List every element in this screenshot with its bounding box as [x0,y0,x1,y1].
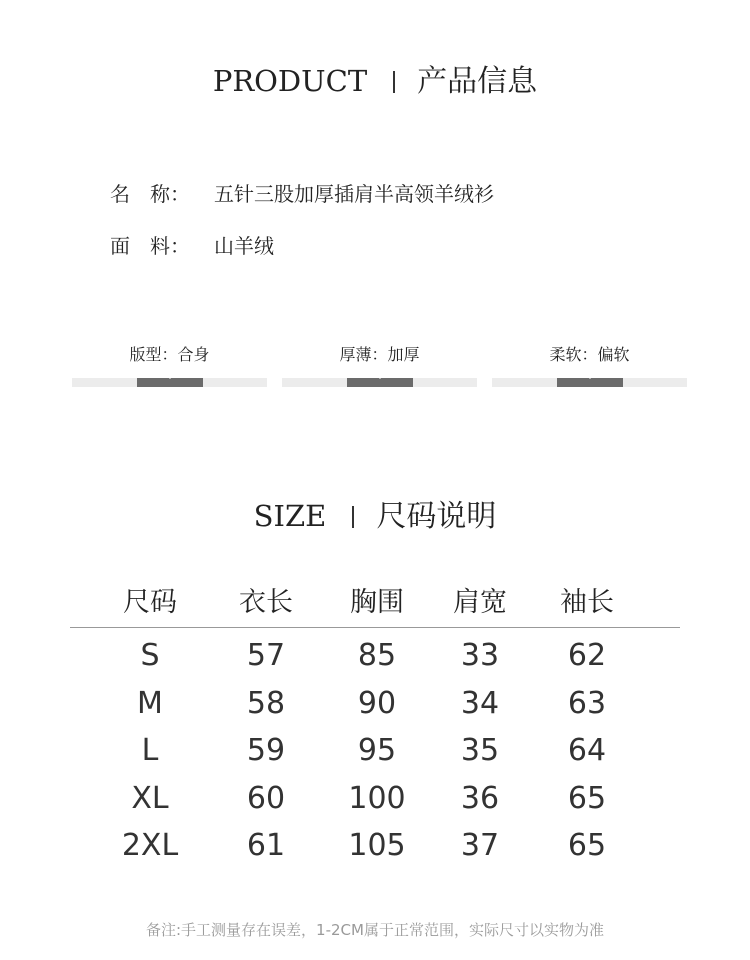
product-heading-en: PRODUCT [212,64,368,98]
meter-fit [72,340,267,390]
table-cell: 59 [246,733,286,768]
table-cell: 33 [460,638,500,673]
info-label: 面 料： [110,234,190,258]
meter-fill [137,378,203,387]
meter-label: 柔软：偏软 [549,345,630,364]
table-cell: 34 [460,686,500,721]
table-cell: 64 [567,733,607,768]
table-cell: 37 [460,828,500,863]
size-heading-cn: 尺码说明 [376,499,497,534]
meter-notch [585,374,595,379]
heading-divider-bar [352,506,354,528]
meter-label: 版型：合身 [129,345,210,364]
meter-fill [347,378,413,387]
info-row-name [110,178,494,207]
meter-track [492,378,687,387]
table-cell: M [137,686,163,721]
meter-track [72,378,267,387]
table-cell: L [141,733,159,768]
table-cell: 60 [246,781,286,816]
table-cell: 62 [567,638,607,673]
meter-notch [375,374,385,379]
table-cell: 105 [348,828,406,863]
table-cell: 35 [460,733,500,768]
table-cell: 100 [348,781,406,816]
info-row-fabric [110,230,274,259]
info-value: 山羊绒 [214,234,274,258]
table-cell: 57 [246,638,286,673]
table-cell: 58 [246,686,286,721]
table-header-cell: 胸围 [350,587,404,618]
info-value: 五针三股加厚插肩半高领羊绒衫 [214,182,494,206]
table-cell: 85 [357,638,397,673]
meter-softness [492,340,687,390]
table-header-cell: 肩宽 [453,587,507,618]
heading-divider-bar [393,71,395,93]
table-cell: XL [131,781,169,816]
measurement-note: 备注:手工测量存在误差，1-2CM属于正常范围，实际尺寸以实物为准 [146,921,604,939]
product-heading [0,56,750,100]
meter-track [282,378,477,387]
table-cell: 65 [567,828,607,863]
meter-thickness [282,340,477,390]
table-header-cell: 尺码 [123,587,177,618]
table-cell: 90 [357,686,397,721]
product-heading-cn: 产品信息 [417,64,538,99]
table-header-cell: 袖长 [560,587,614,618]
meter-fill [557,378,623,387]
table-cell: 65 [567,781,607,816]
table-header-divider [70,627,680,628]
size-heading [0,491,750,535]
table-cell: 36 [460,781,500,816]
table-cell: S [140,638,160,673]
meter-label: 厚薄：加厚 [339,345,420,364]
table-cell: 61 [246,828,286,863]
size-heading-en: SIZE [253,499,327,533]
table-cell: 63 [567,686,607,721]
table-cell: 2XL [121,828,179,863]
meter-notch [165,374,175,379]
table-cell: 95 [357,733,397,768]
info-label: 名 称： [110,182,190,206]
table-header-cell: 衣长 [239,587,293,618]
